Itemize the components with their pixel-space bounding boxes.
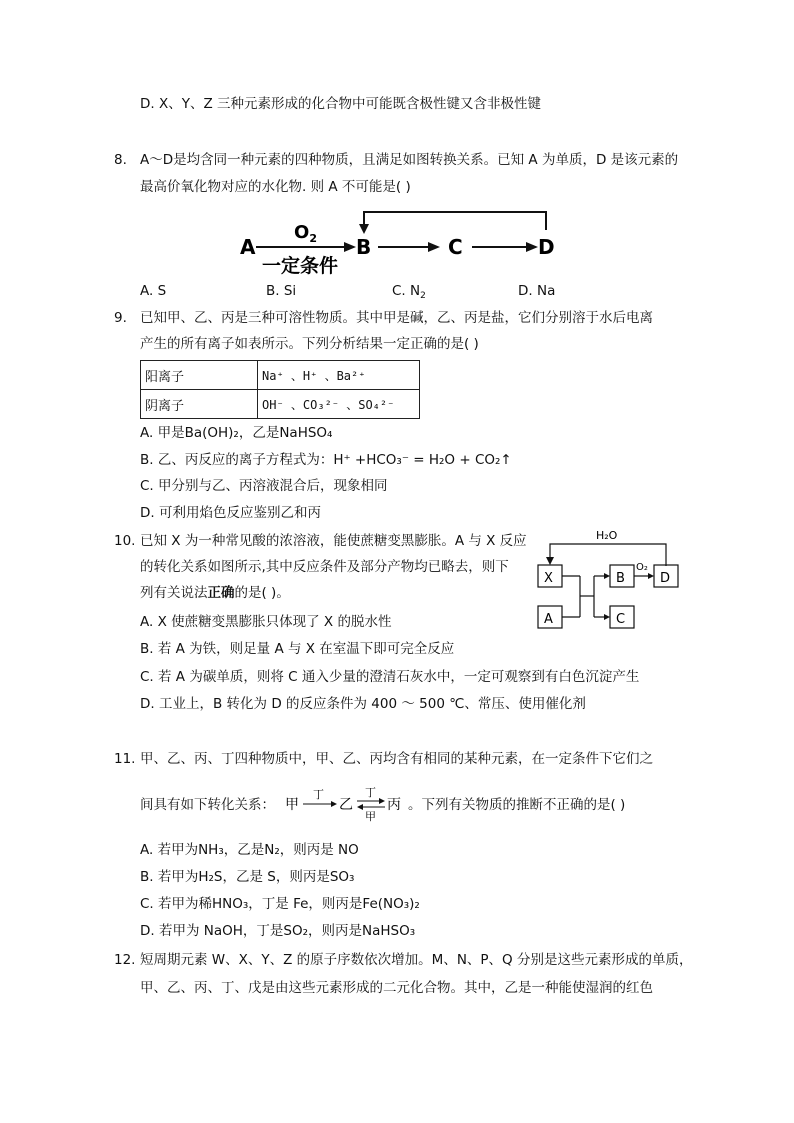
q10-node-b: B — [616, 571, 625, 586]
q10-stem-line2: 的转化关系如图所示,其中反应条件及部分产物均已略去，则下 — [140, 559, 509, 575]
q11-conversion-chain — [283, 782, 405, 822]
q8-label-o2: $O_2$ — [294, 222, 317, 245]
q9-table-row-cation — [141, 361, 420, 390]
q10-stem-line3: 列有关说法正确的是( )。 — [140, 585, 290, 601]
q10-conversion-diagram — [530, 524, 685, 636]
q10-option-a: A. X 使蔗糖变黑膨胀只体现了 X 的脱水性 — [140, 614, 392, 630]
q9-option-a: A. 甲是Ba(OH)₂，乙是NaHSO₄ — [140, 425, 333, 441]
q9-table-row-anion — [141, 390, 420, 419]
q11-option-d: D. 若甲为 NaOH，丁是SO₂，则丙是NaHSO₃ — [140, 923, 416, 939]
q8-option-d: D. Na — [518, 283, 556, 299]
q10-node-a: A — [544, 612, 553, 627]
q9-number: 9. — [114, 310, 127, 326]
q12-stem-line2: 甲、乙、丙、丁、戊是由这些元素形成的二元化合物。其中，乙是一种能使湿润的红色 — [140, 980, 653, 996]
q9-anion-values: OH⁻ 、CO₃²⁻ 、SO₄²⁻ — [258, 390, 420, 419]
q8-option-a: A. S — [140, 283, 167, 299]
q10-option-c: C. 若 A 为碳单质，则将 C 通入少量的澄清石灰水中，一定可观察到有白色沉淀产生 — [140, 669, 640, 685]
q11-chain-bing: 丙 — [387, 797, 401, 813]
q10-node-c: C — [616, 612, 626, 627]
q9-anion-label: 阴离子 — [141, 390, 258, 419]
q11-stem-line2-post: 。下列有关物质的推断不正确的是( ) — [408, 797, 626, 813]
q9-option-b: B. 乙、丙反应的离子方程式为：H⁺ +HCO₃⁻ = H₂O + CO₂↑ — [140, 452, 512, 468]
q10-node-d: D — [660, 571, 671, 586]
q11-option-b: B. 若甲为H₂S，乙是 S，则丙是SO₃ — [140, 869, 355, 885]
q10-number: 10. — [114, 533, 136, 549]
q9-option-d: D. 可利用焰色反应鉴别乙和丙 — [140, 505, 321, 521]
q10-emphasis: 正确 — [207, 585, 235, 601]
q9-stem-line2: 产生的所有离子如表所示。下列分析结果一定正确的是( ) — [140, 336, 479, 352]
q11-chain-jia: 甲 — [285, 797, 299, 813]
q8-node-c: C — [448, 235, 463, 259]
q11-option-c: C. 若甲为稀HNO₃，丁是 Fe，则丙是Fe(NO₃)₂ — [140, 896, 420, 912]
q8-node-a: A — [240, 235, 256, 259]
q9-option-c: C. 甲分别与乙、丙溶液混合后，现象相同 — [140, 478, 388, 494]
q10-label-o2: O₂ — [636, 562, 648, 573]
q8-node-b: B — [356, 235, 372, 259]
q10-stem-line1: 已知 X 为一种常见酸的浓溶液，能使蔗糖变黑膨胀。A 与 X 反应 — [140, 533, 527, 549]
q8-option-c: C. $N_2$ — [392, 283, 426, 301]
q9-stem-line1: 已知甲、乙、丙是三种可溶性物质。其中甲是碱，乙、丙是盐，它们分别溶于水后电离 — [140, 310, 653, 326]
q12-stem-line1: 短周期元素 W、X、Y、Z 的原子序数依次增加。M、N、P、Q 分别是这些元素形成的单质， — [140, 952, 693, 968]
q11-stem-line1: 甲、乙、丙、丁四种物质中，甲、乙、丙均含有相同的某种元素，在一定条件下它们之 — [140, 751, 653, 767]
q8-number: 8. — [114, 152, 127, 168]
q8-conversion-diagram — [236, 206, 566, 278]
q7-option-d: D. X、Y、Z 三种元素形成的化合物中可能既含极性键又含非极性键 — [140, 96, 542, 112]
q9-cation-values: Na⁺ 、H⁺ 、Ba²⁺ — [258, 361, 420, 390]
q9-ion-table — [140, 360, 420, 419]
q8-stem-line2: 最高价氧化物对应的水化物. 则 A 不可能是( ) — [140, 179, 411, 195]
q11-chain-jia2: 甲 — [365, 810, 376, 822]
q11-number: 11. — [114, 751, 136, 767]
q11-stem-line2-pre: 间具有如下转化关系： — [140, 797, 275, 813]
q10-option-d: D. 工业上，B 转化为 D 的反应条件为 400 ～ 500 ℃、常压、使用催化剂 — [140, 696, 586, 712]
q10-node-x: X — [544, 571, 553, 586]
q8-node-d: D — [538, 235, 555, 259]
q12-number: 12. — [114, 952, 136, 968]
q10-label-h2o: H₂O — [596, 529, 618, 542]
q11-option-a: A. 若甲为NH₃，乙是N₂，则丙是 NO — [140, 842, 359, 858]
q8-option-b: B. Si — [266, 283, 297, 299]
q11-chain-yi: 乙 — [339, 797, 353, 813]
q11-chain-ding1: 丁 — [313, 788, 324, 801]
q11-chain-ding2: 丁 — [365, 786, 376, 799]
q10-option-b: B. 若 A 为铁，则足量 A 与 X 在室温下即可完全反应 — [140, 641, 455, 657]
q9-cation-label: 阳离子 — [141, 361, 258, 390]
q8-stem-line1: A～D是均含同一种元素的四种物质，且满足如图转换关系。已知 A 为单质，D 是该元素的 — [140, 152, 679, 168]
q8-label-condition: 一定条件 — [262, 255, 339, 277]
